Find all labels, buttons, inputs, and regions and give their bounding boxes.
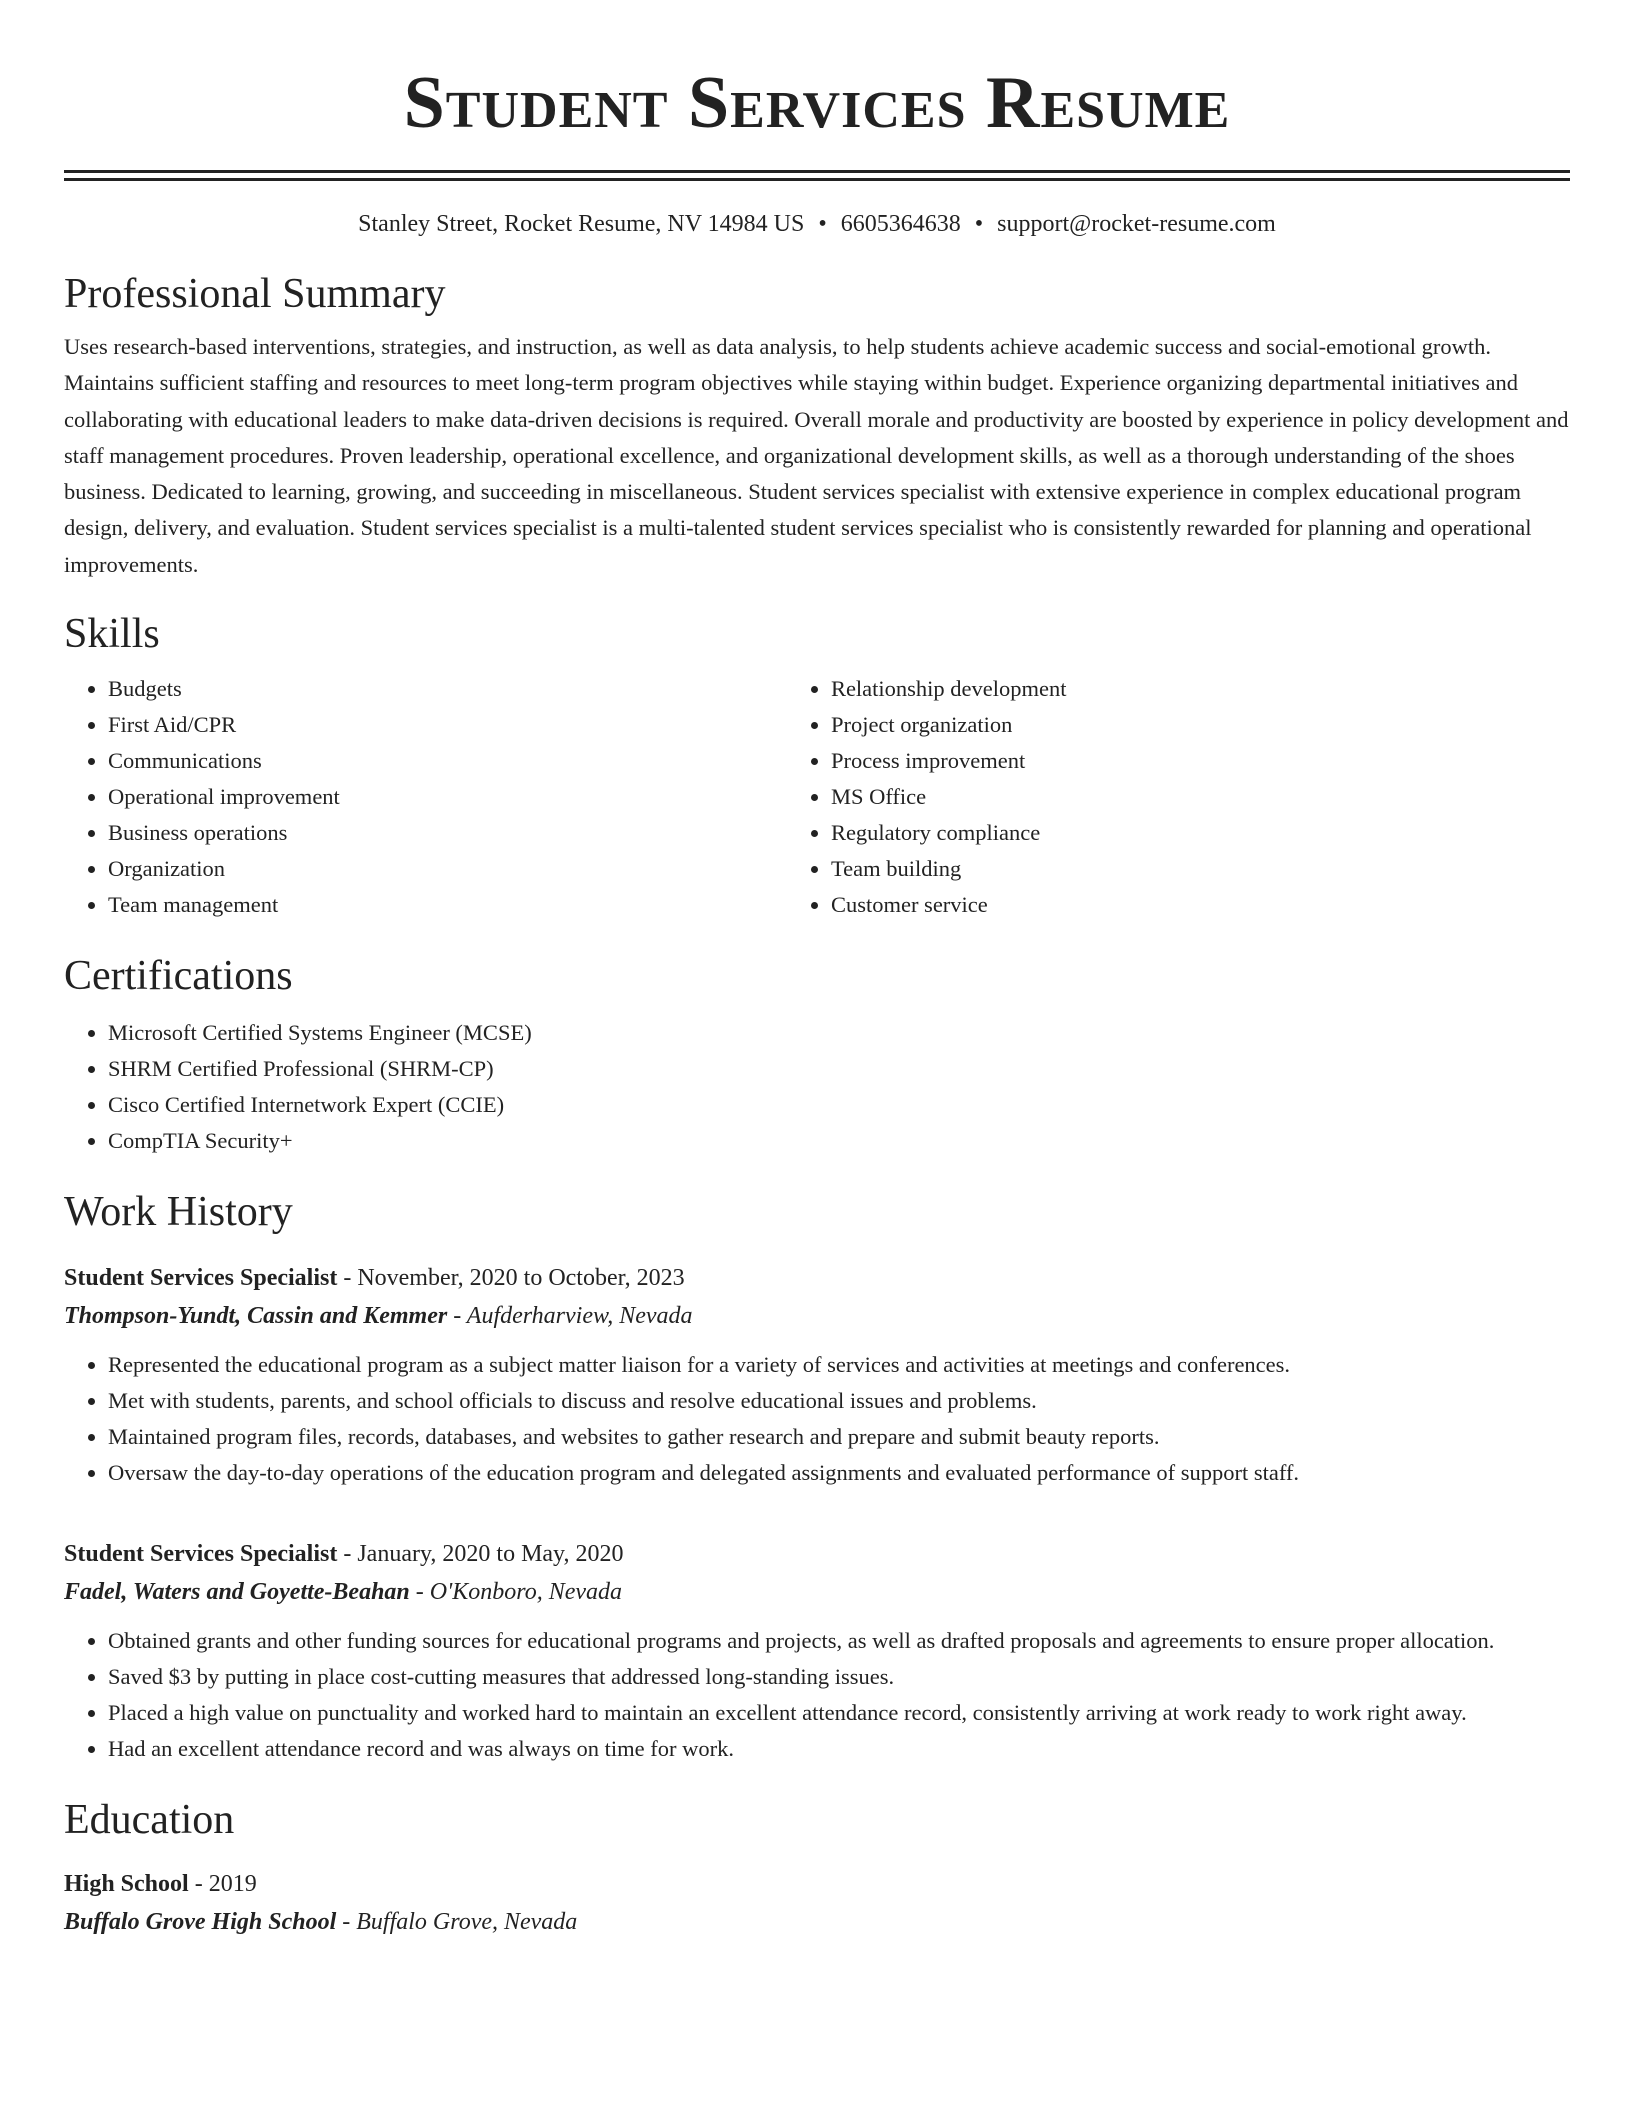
skill-item: • Business operations bbox=[108, 815, 787, 851]
job-company-line bbox=[64, 1299, 1570, 1333]
job-title-line bbox=[64, 1261, 1570, 1295]
skill-item: • Budgets bbox=[108, 671, 787, 707]
certification-item: • CompTIA Security+ bbox=[108, 1123, 1570, 1159]
job-company: Fadel, Waters and Goyette-Beahan bbox=[64, 1579, 410, 1606]
skill-item: • Relationship development bbox=[831, 671, 1570, 707]
contact-email: support@rocket-resume.com bbox=[997, 211, 1276, 237]
skill-item: • Team management bbox=[108, 887, 787, 923]
title-divider bbox=[64, 170, 1570, 181]
job-company: Thompson-Yundt, Cassin and Kemmer bbox=[64, 1303, 448, 1330]
certifications-list bbox=[64, 1015, 1570, 1159]
job-bullet: • Met with students, parents, and school officials to discuss and resolve educational issues and problems. bbox=[108, 1383, 1570, 1419]
resume-page bbox=[64, 0, 1570, 1939]
certifications-heading: Certifications bbox=[64, 953, 293, 1000]
skill-item: • First Aid/CPR bbox=[108, 707, 787, 743]
job-bullet: • Represented the educational program as a subject matter liaison for a variety of services and activities at meetings and conferences. bbox=[108, 1347, 1570, 1383]
education-school: Buffalo Grove High School bbox=[64, 1909, 337, 1936]
job-entry bbox=[64, 1261, 1570, 1491]
education-heading: Education bbox=[64, 1797, 235, 1844]
job-bullets bbox=[64, 1347, 1570, 1491]
skill-item: • Communications bbox=[108, 743, 787, 779]
job-bullet: • Placed a high value on punctuality and worked hard to maintain an excellent attendance record, consistently arriving at work ready to work right away. bbox=[108, 1695, 1570, 1731]
summary-heading: Professional Summary bbox=[64, 271, 446, 317]
skill-item: • Process improvement bbox=[831, 743, 1570, 779]
education-location: - Buffalo Grove, Nevada bbox=[342, 1909, 578, 1936]
skills-column-left bbox=[64, 671, 787, 923]
job-location: - Aufderharview, Nevada bbox=[453, 1303, 693, 1330]
job-company-line bbox=[64, 1575, 1570, 1609]
skill-item: • Operational improvement bbox=[108, 779, 787, 815]
job-title: Student Services Specialist bbox=[64, 1541, 338, 1568]
skill-item: • Organization bbox=[108, 851, 787, 887]
work-history-heading: Work History bbox=[64, 1189, 293, 1236]
skill-item: • Regulatory compliance bbox=[831, 815, 1570, 851]
job-location: - O'Konboro, Nevada bbox=[415, 1579, 623, 1606]
contact-separator: • bbox=[818, 211, 827, 237]
job-dates: - January, 2020 to May, 2020 bbox=[343, 1541, 624, 1568]
job-entry bbox=[64, 1537, 1570, 1767]
skills-column-right bbox=[787, 671, 1570, 923]
job-bullet: • Maintained program files, records, databases, and websites to gather research and prepare and submit beauty reports. bbox=[108, 1419, 1570, 1455]
contact-phone: 6605364638 bbox=[840, 211, 961, 237]
job-dates: - November, 2020 to October, 2023 bbox=[343, 1265, 685, 1292]
job-title-line bbox=[64, 1537, 1570, 1571]
job-bullets bbox=[64, 1623, 1570, 1767]
certification-item: • Microsoft Certified Systems Engineer (MCSE) bbox=[108, 1015, 1570, 1051]
certification-item: • SHRM Certified Professional (SHRM-CP) bbox=[108, 1051, 1570, 1087]
job-bullet: • Saved $3 by putting in place cost-cutting measures that addressed long-standing issues. bbox=[108, 1659, 1570, 1695]
job-bullet: • Oversaw the day-to-day operations of the education program and delegated assignments and evaluated performance of support staff. bbox=[108, 1455, 1570, 1491]
education-degree-line bbox=[64, 1867, 1570, 1901]
job-bullet: • Had an excellent attendance record and was always on time for work. bbox=[108, 1731, 1570, 1767]
contact-address: Stanley Street, Rocket Resume, NV 14984 US bbox=[358, 211, 805, 237]
skill-item: • Customer service bbox=[831, 887, 1570, 923]
skills-heading: Skills bbox=[64, 611, 160, 658]
summary-text: Uses research-based interventions, strategies, and instruction, as well as data analysis, to help students achieve academic success and social-emotional growth. Maintains sufficient staffing and resources to meet long-term program objectives while staying within budget. Experience organizing departmental initiatives and collaborating with educational leaders to make data-driven decisions is required. Overall morale and productivity are boosted by experience in policy development and staff management procedures. Proven leadership, operational excellence, and organizational development skills, as well as a thorough understanding of the shoes business. Dedicated to learning, growing, and succeeding in miscellaneous. Student services specialist with extensive experience in complex educational program design, delivery, and evaluation. Student services specialist is a multi-talented student services specialist who is consistently rewarded for planning and operational improvements. bbox=[64, 334, 1569, 577]
education-year: - 2019 bbox=[194, 1871, 257, 1898]
job-title: Student Services Specialist bbox=[64, 1265, 338, 1292]
skill-item: • Team building bbox=[831, 851, 1570, 887]
contact-separator: • bbox=[974, 211, 984, 237]
education-school-line bbox=[64, 1905, 1570, 1939]
skill-item: • Project organization bbox=[831, 707, 1570, 743]
certification-item: • Cisco Certified Internetwork Expert (CCIE) bbox=[108, 1087, 1570, 1123]
job-bullet: • Obtained grants and other funding sources for educational programs and projects, as well as drafted proposals and agreements to ensure proper allocation. bbox=[108, 1623, 1570, 1659]
skill-item: • MS Office bbox=[831, 779, 1570, 815]
skills-list bbox=[64, 671, 1570, 923]
education-degree: High School bbox=[64, 1871, 189, 1898]
page-title: Student Services Resume bbox=[403, 62, 1231, 144]
contact-line bbox=[64, 209, 1570, 239]
